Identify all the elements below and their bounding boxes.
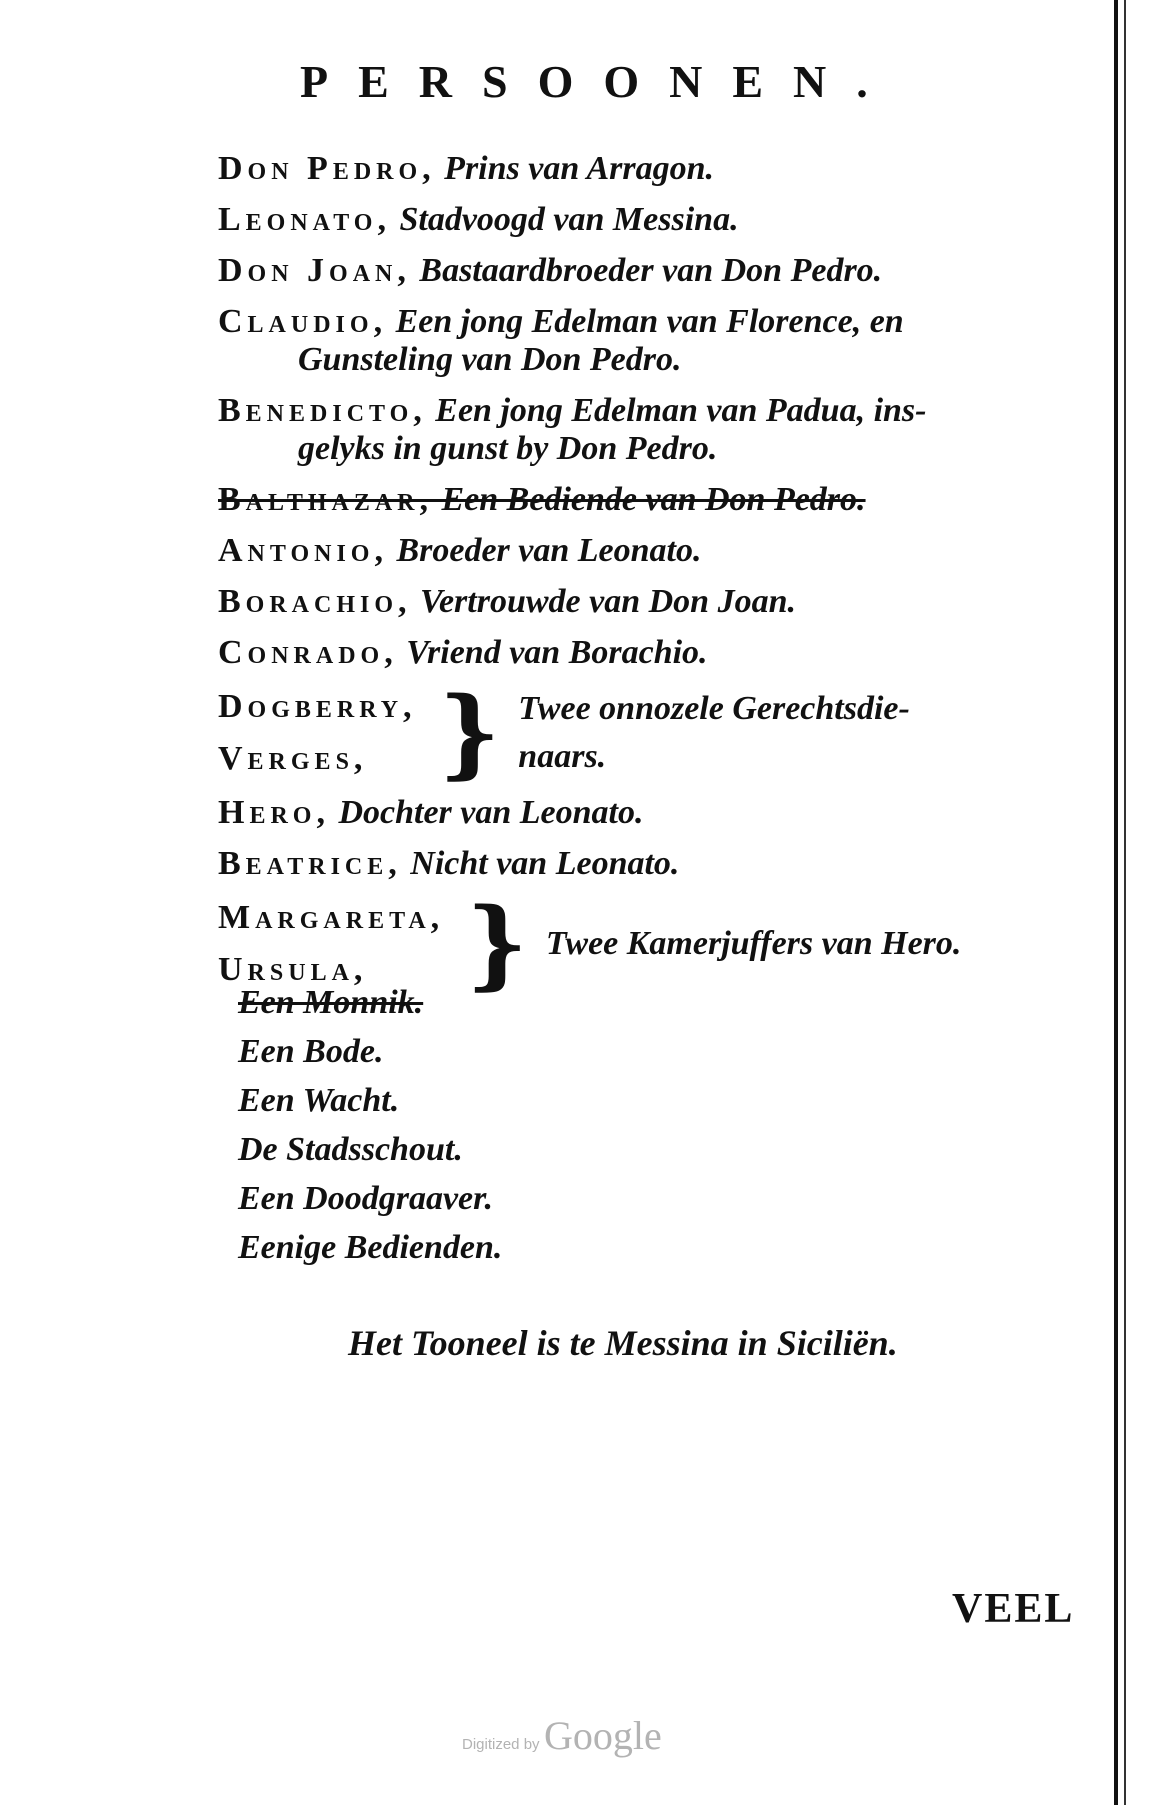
page-binding-edge [1114, 0, 1118, 1805]
role-description: Vriend van Borachio. [406, 634, 708, 671]
role-description: Een Bediende van Don Pedro. [441, 481, 866, 518]
watermark-prefix: Digitized by [462, 1736, 540, 1753]
role-pair-names [218, 899, 444, 989]
role-entry [218, 634, 1078, 672]
role-description: Broeder van Leonato. [396, 532, 702, 569]
role-name: Leonato, [218, 201, 391, 238]
role-name: Verges, [218, 740, 368, 777]
role-pair-dogberry-verges [218, 676, 1078, 789]
role-name: Dogberry, [218, 688, 417, 725]
role-name: Ursula, [218, 951, 368, 988]
role-entry [218, 392, 1078, 468]
minor-role-struck: Een Monnik. [238, 984, 424, 1021]
role-description: Prins van Arragon. [444, 150, 715, 187]
role-description: Dochter van Leonato. [338, 794, 644, 831]
role-name: Hero, [218, 794, 330, 831]
role-entry [218, 794, 1078, 832]
role-description: Stadvoogd van Messina. [399, 201, 739, 238]
role-entry [218, 532, 1078, 570]
minor-role: Eenige Bedienden. [238, 1229, 503, 1266]
role-name: Beatrice, [218, 845, 402, 882]
role-entry [218, 845, 1078, 883]
role-name: Antonio, [218, 532, 388, 569]
role-entry [218, 150, 1078, 188]
curly-brace-icon: } [466, 887, 528, 1000]
curly-brace-icon: } [438, 676, 501, 789]
role-description: Nicht van Leonato. [410, 845, 680, 882]
role-entry [218, 201, 1078, 239]
role-name: Don Pedro, [218, 150, 436, 187]
watermark-brand: Google [544, 1713, 662, 1758]
minor-role: Een Doodgraaver. [238, 1180, 493, 1217]
role-description: Een jong Edelman van Florence, en [395, 303, 904, 340]
digitization-watermark [462, 1712, 662, 1759]
role-pair-description: Twee onnozele Gerechtsdie- naars. [518, 690, 910, 775]
scene-setting: Het Tooneel is te Messina in Siciliën. [348, 1323, 898, 1363]
role-entry [218, 252, 1078, 290]
role-entry [218, 583, 1078, 621]
catchword: VEEL [952, 1586, 1075, 1632]
role-pair-names [218, 688, 417, 778]
role-description-continued: Gunsteling van Don Pedro. [298, 341, 682, 378]
role-name: Balthazar, [218, 481, 433, 518]
role-pair-description: Twee Kamerjuffers van Hero. [545, 925, 962, 962]
minor-role: Een Bode. [238, 1033, 384, 1070]
role-description-continued: gelyks in gunst by Don Pedro. [298, 430, 718, 467]
minor-role: Een Wacht. [238, 1082, 400, 1119]
role-entry [218, 303, 1078, 379]
page-binding-edge-inner [1124, 0, 1126, 1805]
role-name: Claudio, [218, 303, 388, 340]
minor-roles-list [238, 978, 502, 1272]
role-description: Een jong Edelman van Padua, ins- [435, 392, 927, 429]
role-name: Conrado, [218, 634, 398, 671]
dramatis-personae-list [218, 150, 1078, 1005]
role-name: Borachio, [218, 583, 412, 620]
role-name: Margareta, [218, 899, 445, 936]
role-description: Bastaardbroeder van Don Pedro. [419, 252, 883, 289]
page-heading: PERSOONEN. [300, 56, 898, 107]
minor-role: De Stadsschout. [238, 1131, 463, 1168]
role-entry-struck [218, 481, 1078, 519]
role-name: Don Joan, [218, 252, 411, 289]
role-description: Vertrouwde van Don Joan. [420, 583, 796, 620]
role-name: Benedicto, [218, 392, 427, 429]
